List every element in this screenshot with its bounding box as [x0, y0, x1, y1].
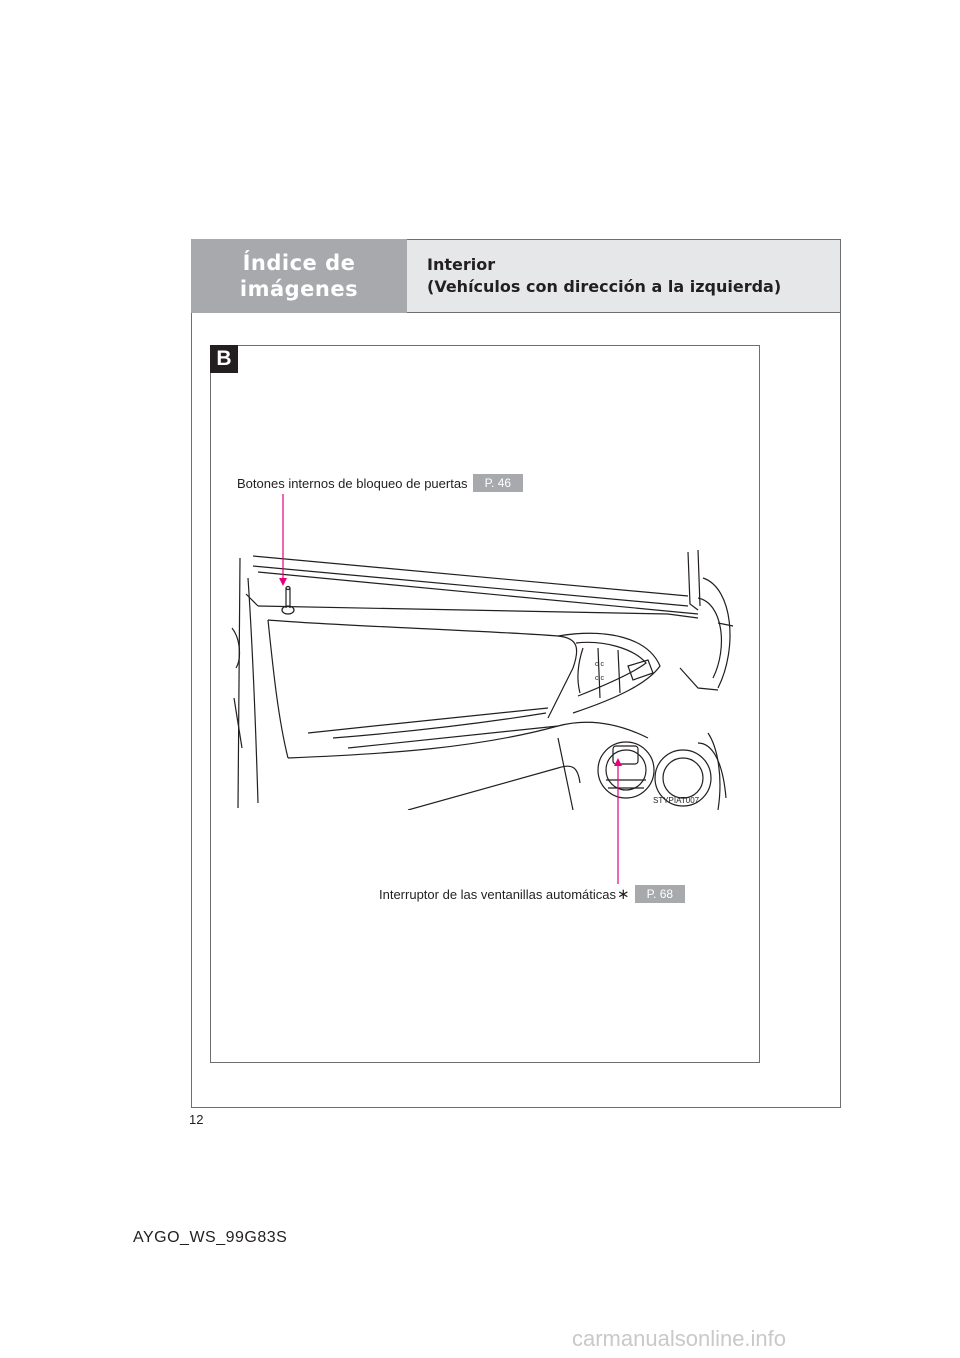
callout-power-window [379, 885, 685, 903]
section-marker: B [210, 345, 238, 373]
svg-text:c c: c c [595, 661, 604, 668]
svg-text:c c: c c [595, 675, 604, 682]
document-code: AYGO_WS_99G83S [133, 1229, 288, 1246]
page-title: Interior [427, 255, 496, 274]
callout-door-lock [237, 474, 523, 492]
asterisk-mark: ∗ [617, 886, 630, 903]
page-ref-badge[interactable]: P. 46 [473, 474, 523, 492]
page-number: 12 [189, 1112, 204, 1127]
page-subtitle: (Vehículos con dirección a la izquierda) [427, 277, 782, 296]
page-header [407, 239, 841, 313]
image-code: STYPIAT007 [653, 796, 700, 805]
callout-label: Botones internos de bloqueo de puertas [237, 475, 468, 491]
section-tab [191, 239, 407, 313]
page-ref-badge[interactable]: P. 68 [635, 885, 685, 903]
section-tab-label: Índice de imágenes [239, 251, 359, 301]
watermark-text[interactable]: carmanualsonline.info [572, 1326, 787, 1351]
callout-label: Interruptor de las ventanillas automáticas [379, 886, 617, 902]
door-interior-illustration [228, 548, 738, 810]
